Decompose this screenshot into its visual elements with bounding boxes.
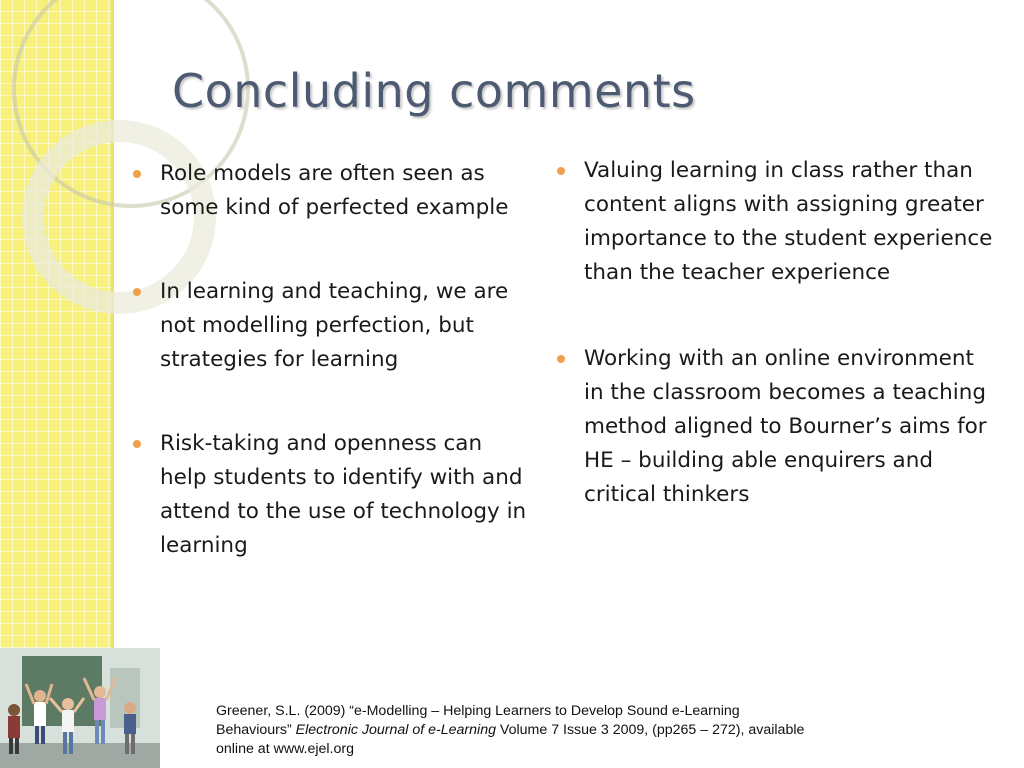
bullet-item [160,275,530,377]
left-bullet-list [160,157,530,613]
bullet-dot-icon [133,170,141,178]
bullet-item [160,427,530,563]
citation-part-1: Greener, S.L. (2009) “e-Modelling – Helping Learners to Develop Sound e-Learning Behaviours” [216,703,740,738]
bullet-item [584,154,994,290]
slide-title: Concluding comments [172,64,696,118]
bullet-dot-icon [557,355,565,363]
bullet-dot-icon [557,167,565,175]
right-bullet-list [584,154,994,564]
bullet-text: Working with an online environment in the classroom becomes a teaching method aligned to Bourner’s aims for HE – building able enquirers and critical thinkers [584,346,987,507]
citation-journal: Electronic Journal of e-Learning [295,722,496,738]
bullet-item [584,342,994,512]
children-jumping-photo [0,648,160,768]
citation-text [216,702,806,759]
bullet-text: Valuing learning in class rather than content aligns with assigning greater importance to the student experience than the teacher experience [584,158,993,285]
bullet-dot-icon [133,288,141,296]
bullet-text: Risk-taking and openness can help students to identify with and attend to the use of technology in learning [160,431,527,558]
bullet-text: In learning and teaching, we are not modelling perfection, but strategies for learning [160,279,509,372]
citation-part-2: Volume 7 Issue 3 2009, (pp265 – 272), available online at www.ejel.org [216,722,805,757]
bullet-text: Role models are often seen as some kind of perfected example [160,161,509,220]
bullet-item [160,157,530,225]
photo-illustration [0,648,160,768]
bullet-dot-icon [133,440,141,448]
